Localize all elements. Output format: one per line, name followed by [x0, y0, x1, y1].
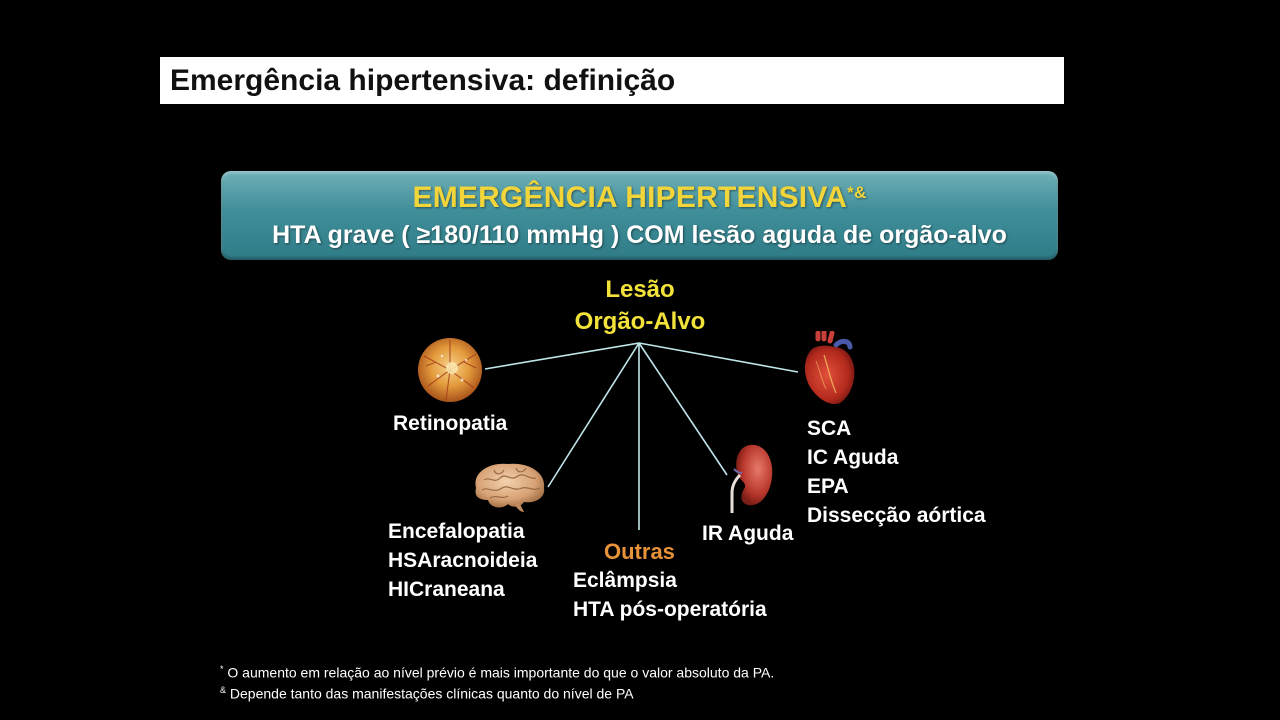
footnote-1	[220, 664, 774, 681]
brain-item: HICraneana	[388, 578, 505, 601]
connector-retina	[485, 343, 639, 369]
banner-subheading: HTA grave ( ≥180/110 mmHg ) COM lesão aguda de orgão-alvo	[272, 221, 1007, 249]
retina-icon	[416, 336, 484, 404]
footnote-2	[220, 685, 634, 702]
heart-item: SCA	[807, 417, 852, 440]
slide-title: Emergência hipertensiva: definição	[170, 63, 676, 97]
heart-item: EPA	[807, 475, 849, 498]
center-label-line1: Lesão	[605, 276, 675, 303]
heart-icon	[800, 331, 858, 409]
brain-icon	[468, 458, 548, 514]
banner-heading-text: EMERGÊNCIA HIPERTENSIVA	[412, 181, 848, 214]
retina-branch	[393, 409, 507, 438]
footnote-mark: &	[220, 685, 227, 695]
heart-branch	[807, 414, 986, 530]
center-label-line2: Orgão-Alvo	[574, 308, 706, 335]
others-branch	[573, 537, 767, 624]
heart-item: Dissecção aórtica	[807, 504, 986, 527]
banner-heading-marks: *&	[847, 183, 867, 202]
others-item: HTA pós-operatória	[573, 598, 767, 621]
footnote-text: O aumento em relação ao nível prévio é mais importante do que o valor absoluto da PA.	[227, 664, 775, 681]
kidney-icon	[726, 441, 774, 515]
brain-item: HSAracnoideia	[388, 549, 538, 572]
connector-heart	[639, 343, 798, 372]
footnote-text: Depende tanto das manifestações clínicas quanto do nível de PA	[229, 685, 634, 702]
others-heading: Outras	[604, 539, 675, 564]
brain-item: Encefalopatia	[388, 520, 525, 543]
heart-item: IC Aguda	[807, 446, 899, 469]
kidney-branch	[702, 519, 793, 548]
connector-kidney	[639, 343, 727, 475]
others-item: Eclâmpsia	[573, 569, 677, 592]
kidney-label: IR Aguda	[702, 522, 794, 545]
footnote-mark: *	[220, 664, 224, 674]
retina-label: Retinopatia	[393, 412, 508, 435]
brain-branch	[388, 517, 537, 604]
connector-brain	[548, 343, 639, 487]
